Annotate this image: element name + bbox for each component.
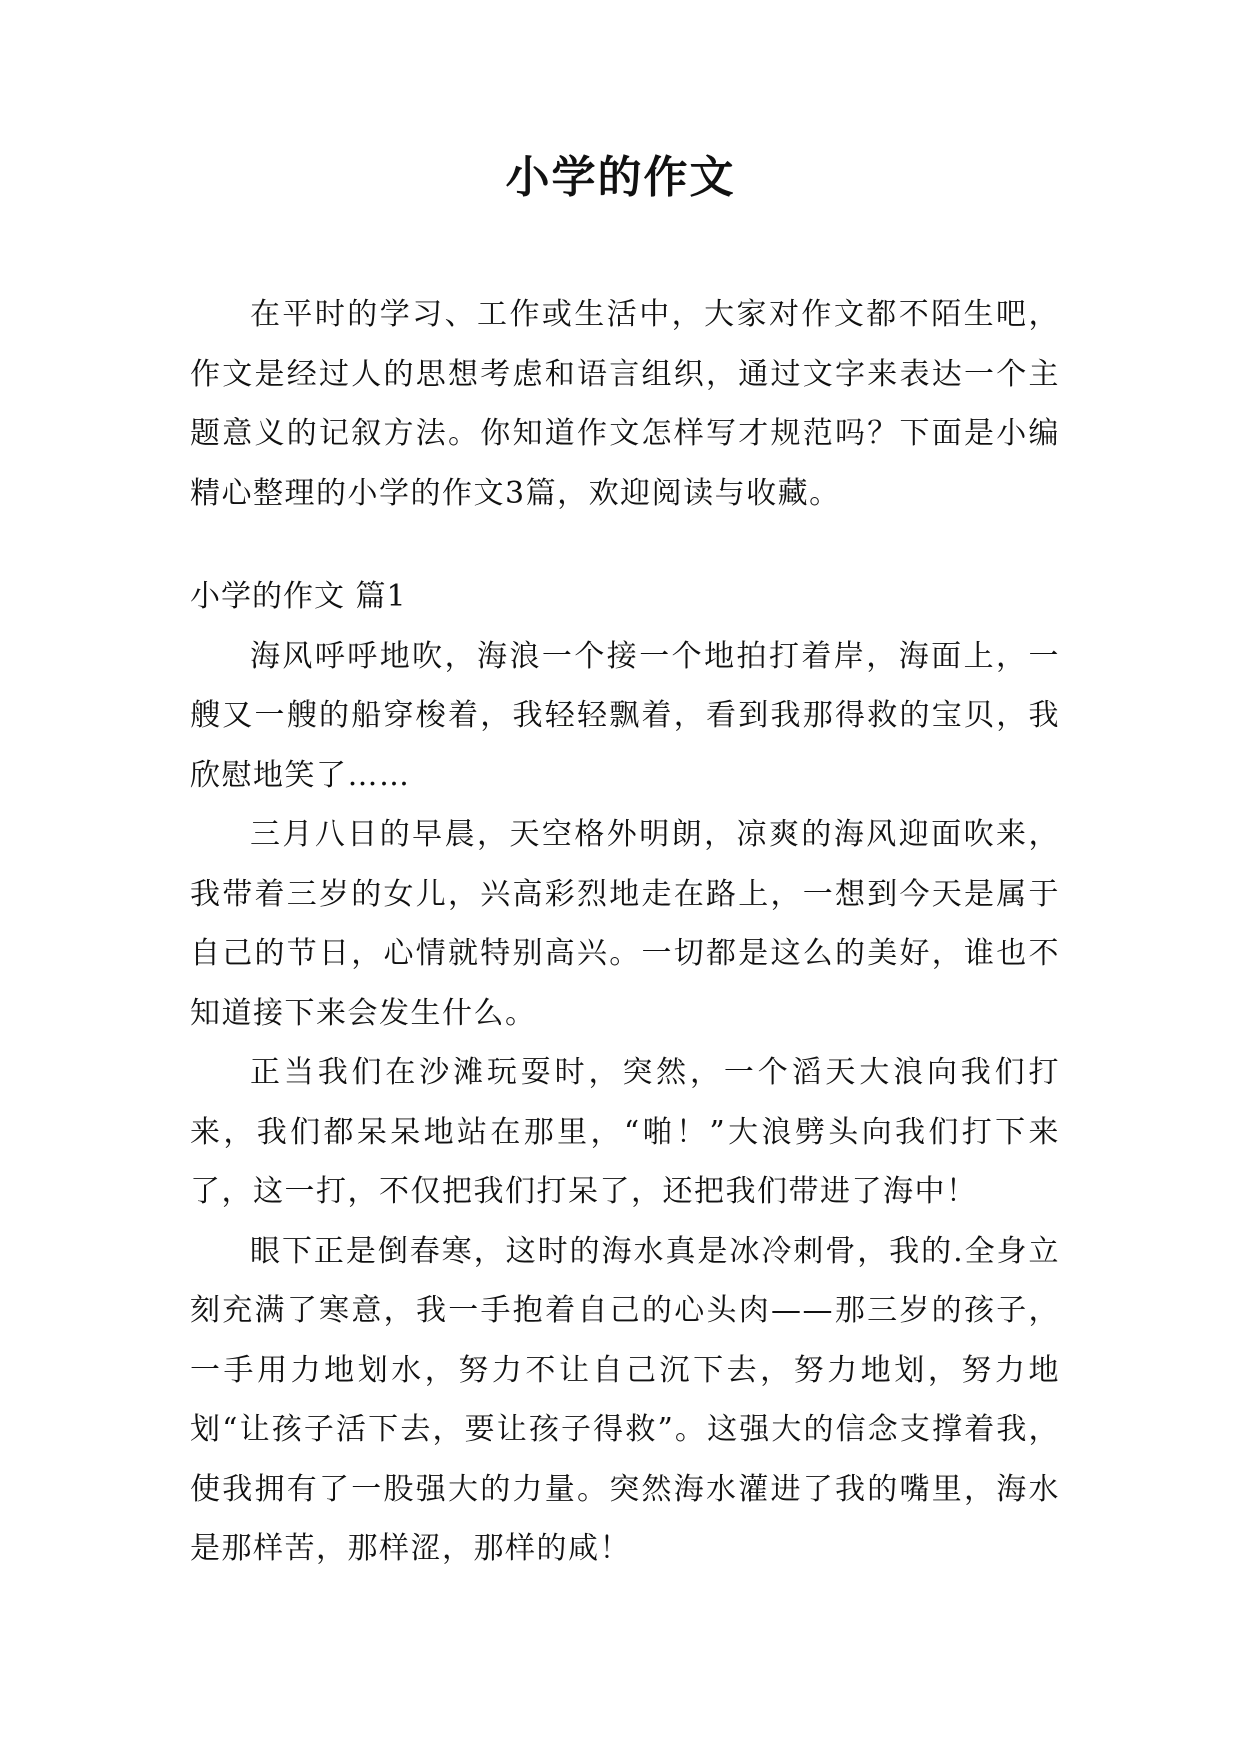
body-paragraph-2: 三月八日的早晨，天空格外明朗，凉爽的海风迎面吹来，我带着三岁的女儿，兴高彩烈地走在路上，一想到今天是属于自己的节日，心情就特别高兴。一切都是这么的美好，谁也不知道接下来会发生什么。 [190,817,1060,1031]
body-paragraph-1: 海风呼呼地吹，海浪一个接一个地拍打着岸，海面上，一艘又一艘的船穿梭着，我轻轻飘着，看到我那得救的宝贝，我欣慰地笑了…… [190,638,1060,793]
document-body [190,285,1060,1579]
intro-paragraph: 在平时的学习、工作或生活中，大家对作文都不陌生吧，作文是经过人的思想考虑和语言组织，通过文字来表达一个主题意义的记叙方法。你知道作文怎样写才规范吗？下面是小编精心整理的小学的作文3篇，欢迎阅读与收藏。 [190,297,1060,511]
section-heading: 小学的作文 篇1 [190,579,407,614]
body-paragraph-4: 眼下正是倒春寒，这时的海水真是冰冷刺骨，我的.全身立刻充满了寒意，我一手抱着自己的心头肉——那三岁的孩子，一手用力地划水，努力不让自己沉下去，努力地划，努力地划“让孩子活下去，要让孩子得救”。这强大的信念支撑着我，使我拥有了一股强大的力量。突然海水灌进了我的嘴里，海水是那样苦，那样涩，那样的咸！ [190,1233,1060,1566]
body-paragraph-3: 正当我们在沙滩玩耍时，突然，一个滔天大浪向我们打来，我们都呆呆地站在那里，“啪！”大浪劈头向我们打下来了，这一打，不仅把我们打呆了，还把我们带进了海中！ [190,1055,1060,1209]
document-title: 小学的作文 [505,152,736,203]
